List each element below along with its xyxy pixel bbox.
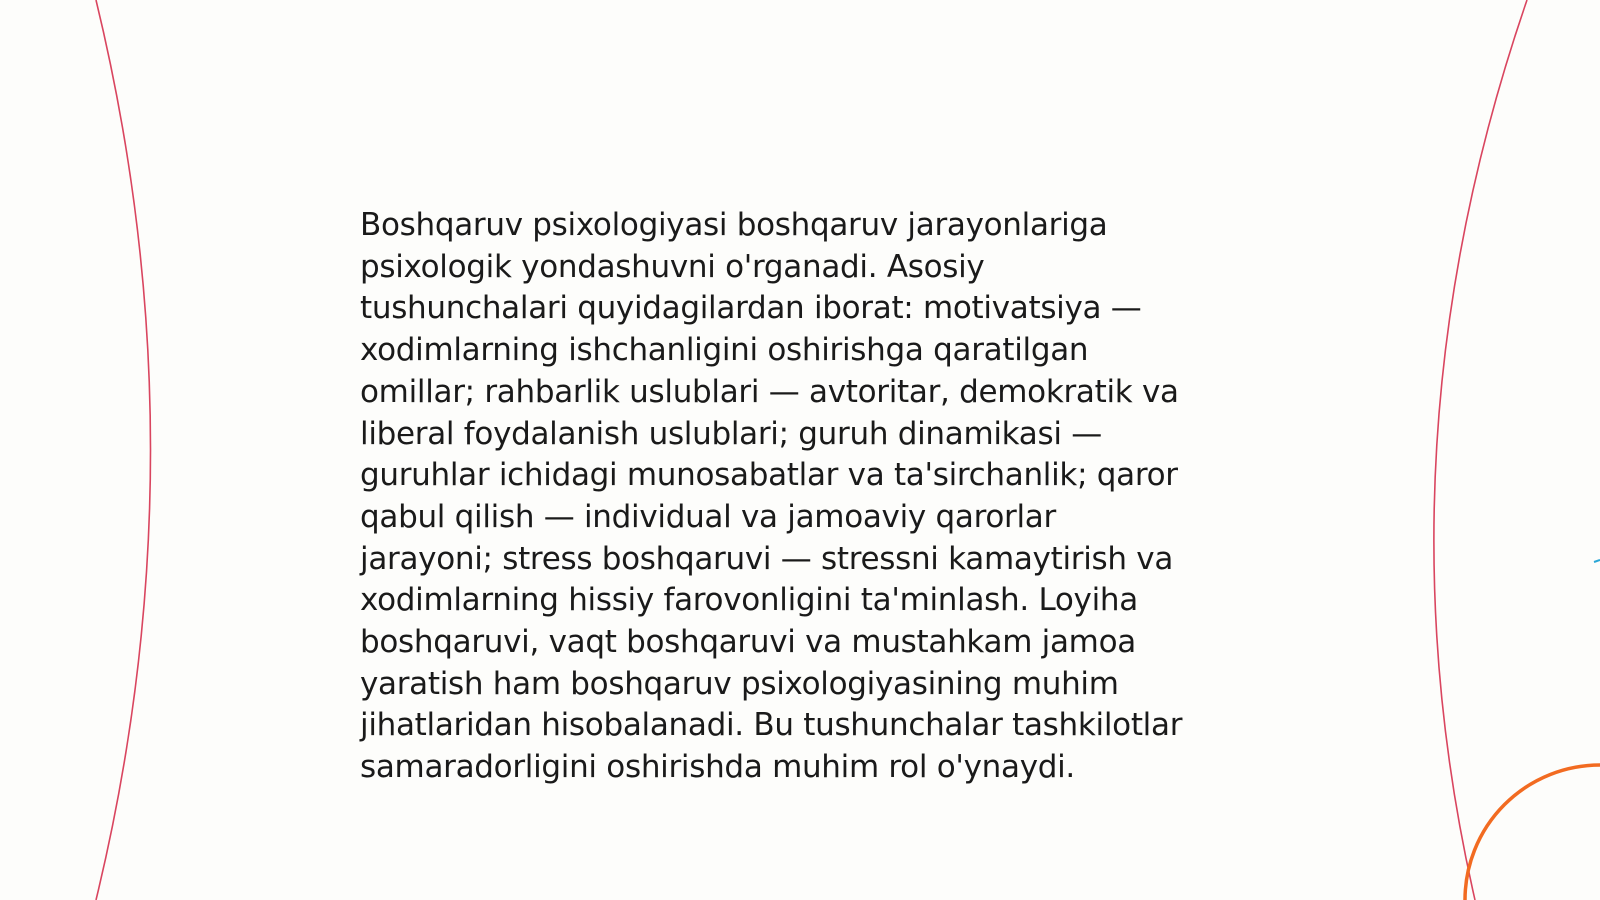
body-paragraph: Boshqaruv psixologiyasi boshqaruv jarayonlariga psixologik yondashuvni o'rganadi. Asosiy tushunchalari quyidagilardan iborat: motivatsiya — xodimlarning ishchanligini oshirishga qaratilgan omillar; rahbarlik uslublari — avtoritar, demokratik va liberal foydalanish uslublari; guruh dinamikasi — guruhlar ichidagi munosabatlar va ta'sirchanlik; qaror qabul qilish — individual va jamoaviy qarorlar jarayoni; stress boshqaruvi — stressni kamaytirish va xodimlarning hissiy farovonligini ta'minlash. Loyiha boshqaruvi, vaqt boshqaruvi va mustahkam jamoa yaratish ham boshqaruv psixologiyasining muhim jihatlaridan hisobalanadi. Bu tushunchalar tashkilotlar samaradorligini oshirishda muhim rol o'ynaydi.: [360, 207, 1183, 786]
right-curve: [1434, 0, 1527, 900]
orange-arc: [1465, 765, 1600, 900]
left-curve: [96, 0, 151, 900]
small-accent-mark: [1594, 560, 1600, 562]
